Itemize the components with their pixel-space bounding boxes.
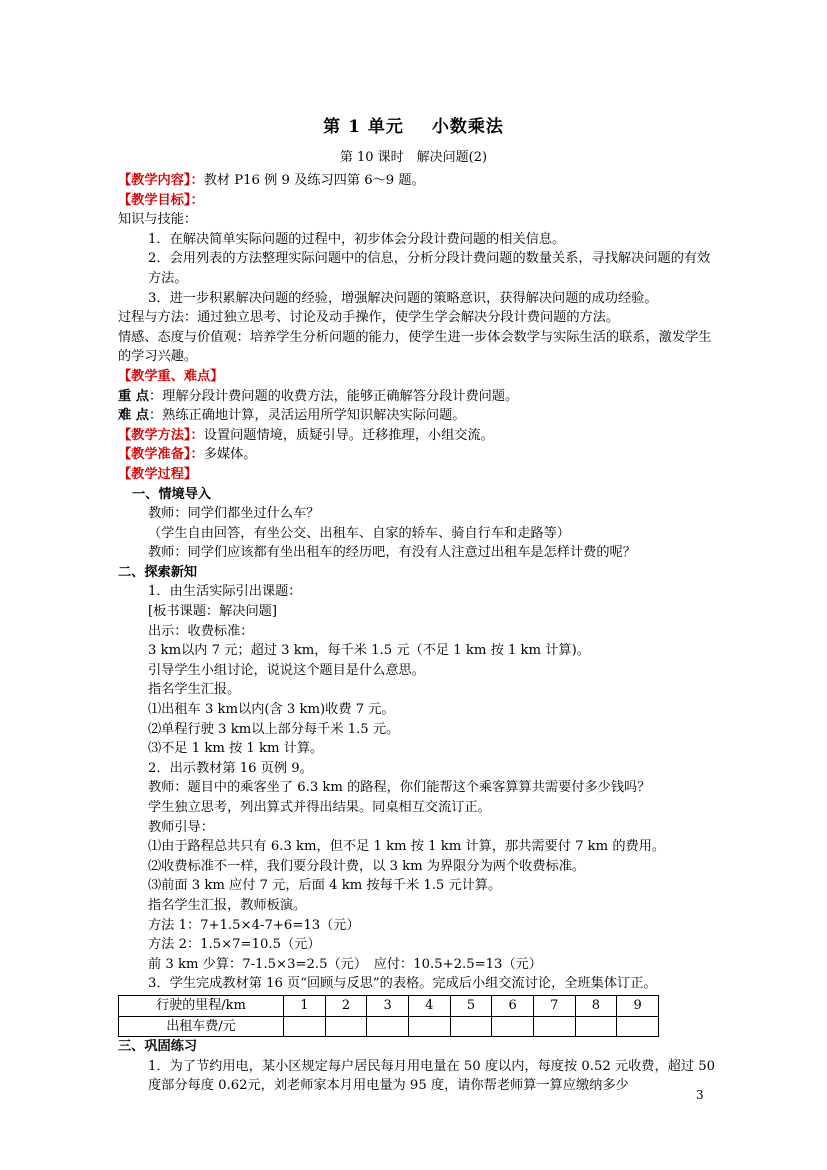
process-goal: 过程与方法：通过独立思考、讨论及动手操作，使学生学会解决分段计费问题的方法。: [118, 310, 620, 326]
s1-line-2: （学生自由回答，有坐公交、出租车、自家的轿车、骑自行车和走路等）: [148, 525, 570, 541]
s1-line-1: 教师：同学们都坐过什么车？: [148, 506, 320, 522]
goals-heading: 【教学目标】：: [118, 192, 204, 208]
fare-cell: [533, 1016, 575, 1037]
s2-line-13: 教师引导：: [148, 819, 214, 835]
fare-table: [118, 995, 659, 1037]
s2-line-10: 2．出示教材第 16 页例 9。: [148, 760, 313, 776]
process-heading: 【教学过程】: [118, 466, 198, 482]
section-2-heading: 二、探索新知: [118, 564, 198, 580]
mileage-cell: 3: [367, 995, 409, 1016]
goal-2: 2．会用列表的方法整理实际问题中的信息，分析分段计费问题的数量关系，寻找解决问题的有效方法。: [148, 251, 711, 286]
section-3-heading: 三、巩固练习: [118, 1039, 198, 1055]
s1-line-3: 教师：同学们应该都有坐出租车的经历吧，有没有人注意过出租车是怎样计费的呢？: [148, 545, 636, 561]
goal-1: 1．在解决简单实际问题的过程中，初步体会分段计费问题的相关信息。: [148, 231, 566, 247]
s2-line-2: [板书课题：解决问题]: [148, 604, 277, 620]
mileage-cell: 1: [284, 995, 326, 1016]
fare-cell: [617, 1016, 659, 1037]
lesson-subtitle: 第 10 课时 解决问题(2): [339, 150, 488, 165]
s2-line-16: ⑶前面 3 km 应付 7 元，后面 4 km 按每千米 1.5 元计算。: [148, 878, 502, 894]
s2-line-7: ⑴出租车 3 km以内(含 3 km)收费 7 元。: [148, 702, 395, 718]
fare-cell: [408, 1016, 450, 1037]
knowledge-label: 知识与技能：: [118, 212, 198, 228]
s2-line-12: 学生独立思考，列出算式并得出结果。同桌相互交流订正。: [148, 800, 491, 815]
s2-line-18: 方法 1：7+1.5×4-7+6=13（元）: [148, 917, 360, 933]
s2-line-4: 3 km以内 7 元；超过 3 km，每千米 1.5 元（不足 1 km 按 1 km 计算)。: [148, 643, 590, 659]
unit-title: [0, 112, 827, 137]
s2-line-9: ⑶不足 1 km 按 1 km 计算。: [148, 741, 324, 757]
fare-cell: [325, 1016, 367, 1037]
s2-line-15: ⑵收费标准不一样，我们要分段计费，以 3 km 为界限分为两个收费标准。: [148, 858, 586, 874]
s2-line-11: 教师：题目中的乘客坐了 6.3 km 的路程，你们能帮这个乘客算算共需要付多少钱吗？: [148, 780, 651, 796]
unit-number: 第 1 单元: [323, 117, 404, 137]
s2-line-6: 指名学生汇报。: [148, 682, 241, 698]
fare-cell: [367, 1016, 409, 1037]
s2-line-14: ⑴由于路程总共只有 6.3 km，但不足 1 km 按 1 km 计算，那共需要付 7 km 的费用。: [148, 839, 666, 855]
fare-cell: [492, 1016, 534, 1037]
s2-line-19: 方法 2：1.5×7=10.5（元）: [148, 937, 321, 953]
fare-cell: [575, 1016, 617, 1037]
mileage-label: 行驶的里程/km: [119, 995, 284, 1016]
s2-line-8: ⑵单程行驶 3 km以上部分每千米 1.5 元。: [148, 721, 400, 737]
mileage-cell: 6: [492, 995, 534, 1016]
section-1-heading: 一、情境导入: [132, 486, 212, 502]
table-row: [119, 1016, 659, 1037]
s2-line-1: 1．由生活实际引出课题：: [148, 584, 302, 600]
unit-topic: 小数乘法: [431, 117, 504, 137]
mileage-cell: 9: [617, 995, 659, 1016]
s2-line-5: 引导学生小组讨论，说说这个题目是什么意思。: [148, 662, 425, 678]
fare-cell: [450, 1016, 492, 1037]
mileage-cell: 7: [533, 995, 575, 1016]
key-point: 重 点：理解分段计费问题的收费方法，能够正确解答分段计费问题。: [118, 388, 519, 404]
lesson-body: [118, 171, 718, 1096]
content-line: 【教学内容】：教材 P16 例 9 及练习四第 6～9 题。: [118, 173, 425, 188]
table-row: [119, 995, 659, 1016]
mileage-cell: 5: [450, 995, 492, 1016]
emotion-goal: 情感、态度与价值观：培养学生分析问题的能力，使学生进一步体会数学与实际生活的联系，激发学生的学习兴趣。: [118, 329, 712, 365]
page-number: 3: [696, 1088, 704, 1102]
mileage-cell: 2: [325, 995, 367, 1016]
method-line: 【教学方法】：设置问题情境，质疑引导。迁移推理，小组交流。: [118, 427, 494, 443]
keys-heading: 【教学重、难点】: [118, 368, 224, 384]
s3-line-1: 1．为了节约用电，某小区规定每户居民每月用电量在 50 度以内，每度按 0.52 元收费，超过 50 度部分每度 0.62元，刘老师家本月用电量为 95 度，请你帮老师算一算应缴纳多少: [148, 1058, 716, 1094]
s2-line-17: 指名学生汇报，教师板演。: [148, 897, 307, 913]
fare-cell: [284, 1016, 326, 1037]
difficult-point: 难 点：熟练正确地计算，灵活运用所学知识解决实际问题。: [118, 408, 466, 424]
prep-line: 【教学准备】：多媒体。: [118, 447, 257, 463]
fare-label: 出租车费/元: [119, 1016, 284, 1037]
mileage-cell: 4: [408, 995, 450, 1016]
s2-line-20: 前 3 km 少算：7-1.5×3=2.5（元） 应付：10.5+2.5=13（元）: [148, 956, 542, 972]
s2-line-3: 出示：收费标准：: [148, 623, 254, 639]
mileage-cell: 8: [575, 995, 617, 1016]
goal-3: 3．进一步积累解决问题的经验，增强解决问题的策略意识，获得解决问题的成功经验。: [148, 290, 658, 306]
s2-line-21: 3．学生完成教材第 16 页“回顾与反思”的表格。完成后小组交流讨论，全班集体订正。: [148, 976, 657, 992]
